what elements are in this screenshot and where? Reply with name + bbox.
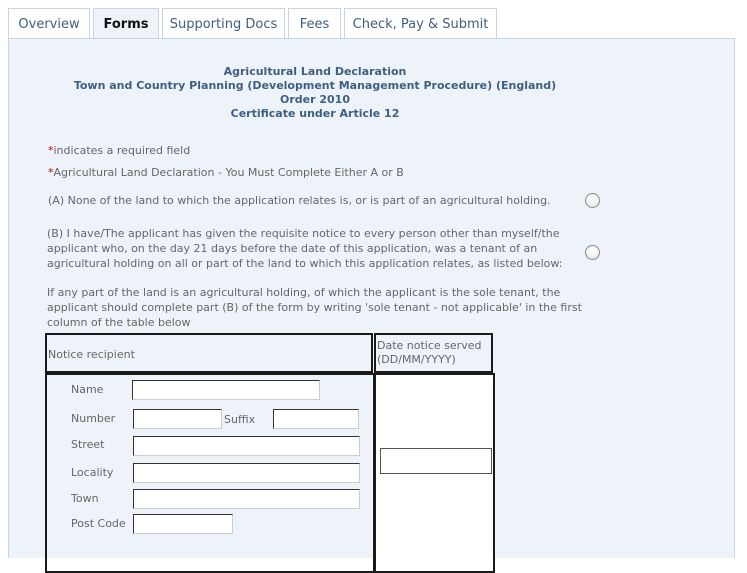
locality-input[interactable]	[133, 463, 360, 483]
heading-certificate: Certificate under Article 12	[230, 107, 400, 120]
form-heading	[9, 65, 621, 121]
tab-label: Overview	[18, 16, 80, 32]
required-asterisk: *	[48, 166, 54, 179]
tab-supporting-docs[interactable]	[162, 8, 285, 39]
date-notice-cell	[374, 373, 495, 573]
tab-forms[interactable]	[93, 8, 159, 40]
street-label: Street	[71, 438, 105, 451]
tab-overview[interactable]	[8, 8, 90, 39]
tab-label: Fees	[299, 16, 330, 32]
date-header-line: (DD/MM/YYYY)	[377, 353, 456, 366]
locality-label: Locality	[71, 466, 114, 479]
suffix-label: Suffix	[224, 413, 256, 426]
street-input[interactable]	[133, 436, 360, 456]
option-b-line: agricultural holding on all or part of the land to which this application relates, as listed below:	[47, 257, 563, 270]
option-a-radio[interactable]	[585, 193, 600, 208]
option-b-radio[interactable]	[585, 245, 600, 260]
sole-tenant-note	[47, 285, 582, 330]
tab-check-pay-submit[interactable]	[344, 8, 497, 39]
name-label: Name	[71, 383, 104, 396]
notice-recipient-header-text: Notice recipient	[48, 348, 135, 361]
option-b-line: applicant who, on the day 21 days before the date of this application, was a tenant of an	[47, 242, 538, 255]
town-label: Town	[71, 492, 99, 505]
forms-panel	[8, 38, 735, 558]
name-input[interactable]	[132, 380, 320, 400]
option-b-line: (B) I have/The applicant has given the requisite notice to every person other than myself/the	[47, 227, 560, 240]
required-asterisk: *	[48, 144, 54, 157]
postcode-label: Post Code	[71, 517, 126, 530]
date-notice-header	[374, 333, 493, 373]
tab-bar	[8, 8, 500, 39]
number-input[interactable]	[133, 409, 222, 429]
date-notice-header-text	[377, 339, 481, 367]
heading-order: Order 2010	[280, 93, 350, 106]
note-line: If any part of the land is an agricultural holding, of which the applicant is the sole tenant, the	[47, 286, 561, 299]
required-field-note	[48, 143, 190, 158]
heading-title: Agricultural Land Declaration	[223, 65, 407, 78]
tab-label: Forms	[103, 17, 149, 32]
town-input[interactable]	[133, 489, 360, 509]
option-b-text	[47, 226, 562, 271]
date-notice-input[interactable]	[380, 448, 492, 474]
note-line: column of the table below	[47, 316, 191, 329]
heading-legislation: Town and Country Planning (Development Management Procedure) (England)	[73, 79, 557, 92]
postcode-input[interactable]	[133, 514, 233, 534]
declaration-label-text: Agricultural Land Declaration - You Must Complete Either A or B	[53, 166, 404, 179]
date-header-line: Date notice served	[377, 339, 482, 352]
tab-fees[interactable]	[288, 8, 341, 39]
option-a-text: (A) None of the land to which the application relates is, or is part of an agricultural holding.	[48, 194, 551, 207]
note-line: applicant should complete part (B) of the form by writing 'sole tenant - not applicable' in the first	[47, 301, 582, 314]
required-note-text: indicates a required field	[53, 144, 191, 157]
tab-label: Supporting Docs	[169, 16, 278, 32]
tab-label: Check, Pay & Submit	[352, 16, 489, 32]
declaration-label	[48, 165, 404, 180]
suffix-input[interactable]	[273, 409, 359, 429]
notice-recipient-cell	[45, 373, 375, 573]
notice-recipient-header	[45, 333, 373, 373]
number-label: Number	[71, 412, 116, 425]
